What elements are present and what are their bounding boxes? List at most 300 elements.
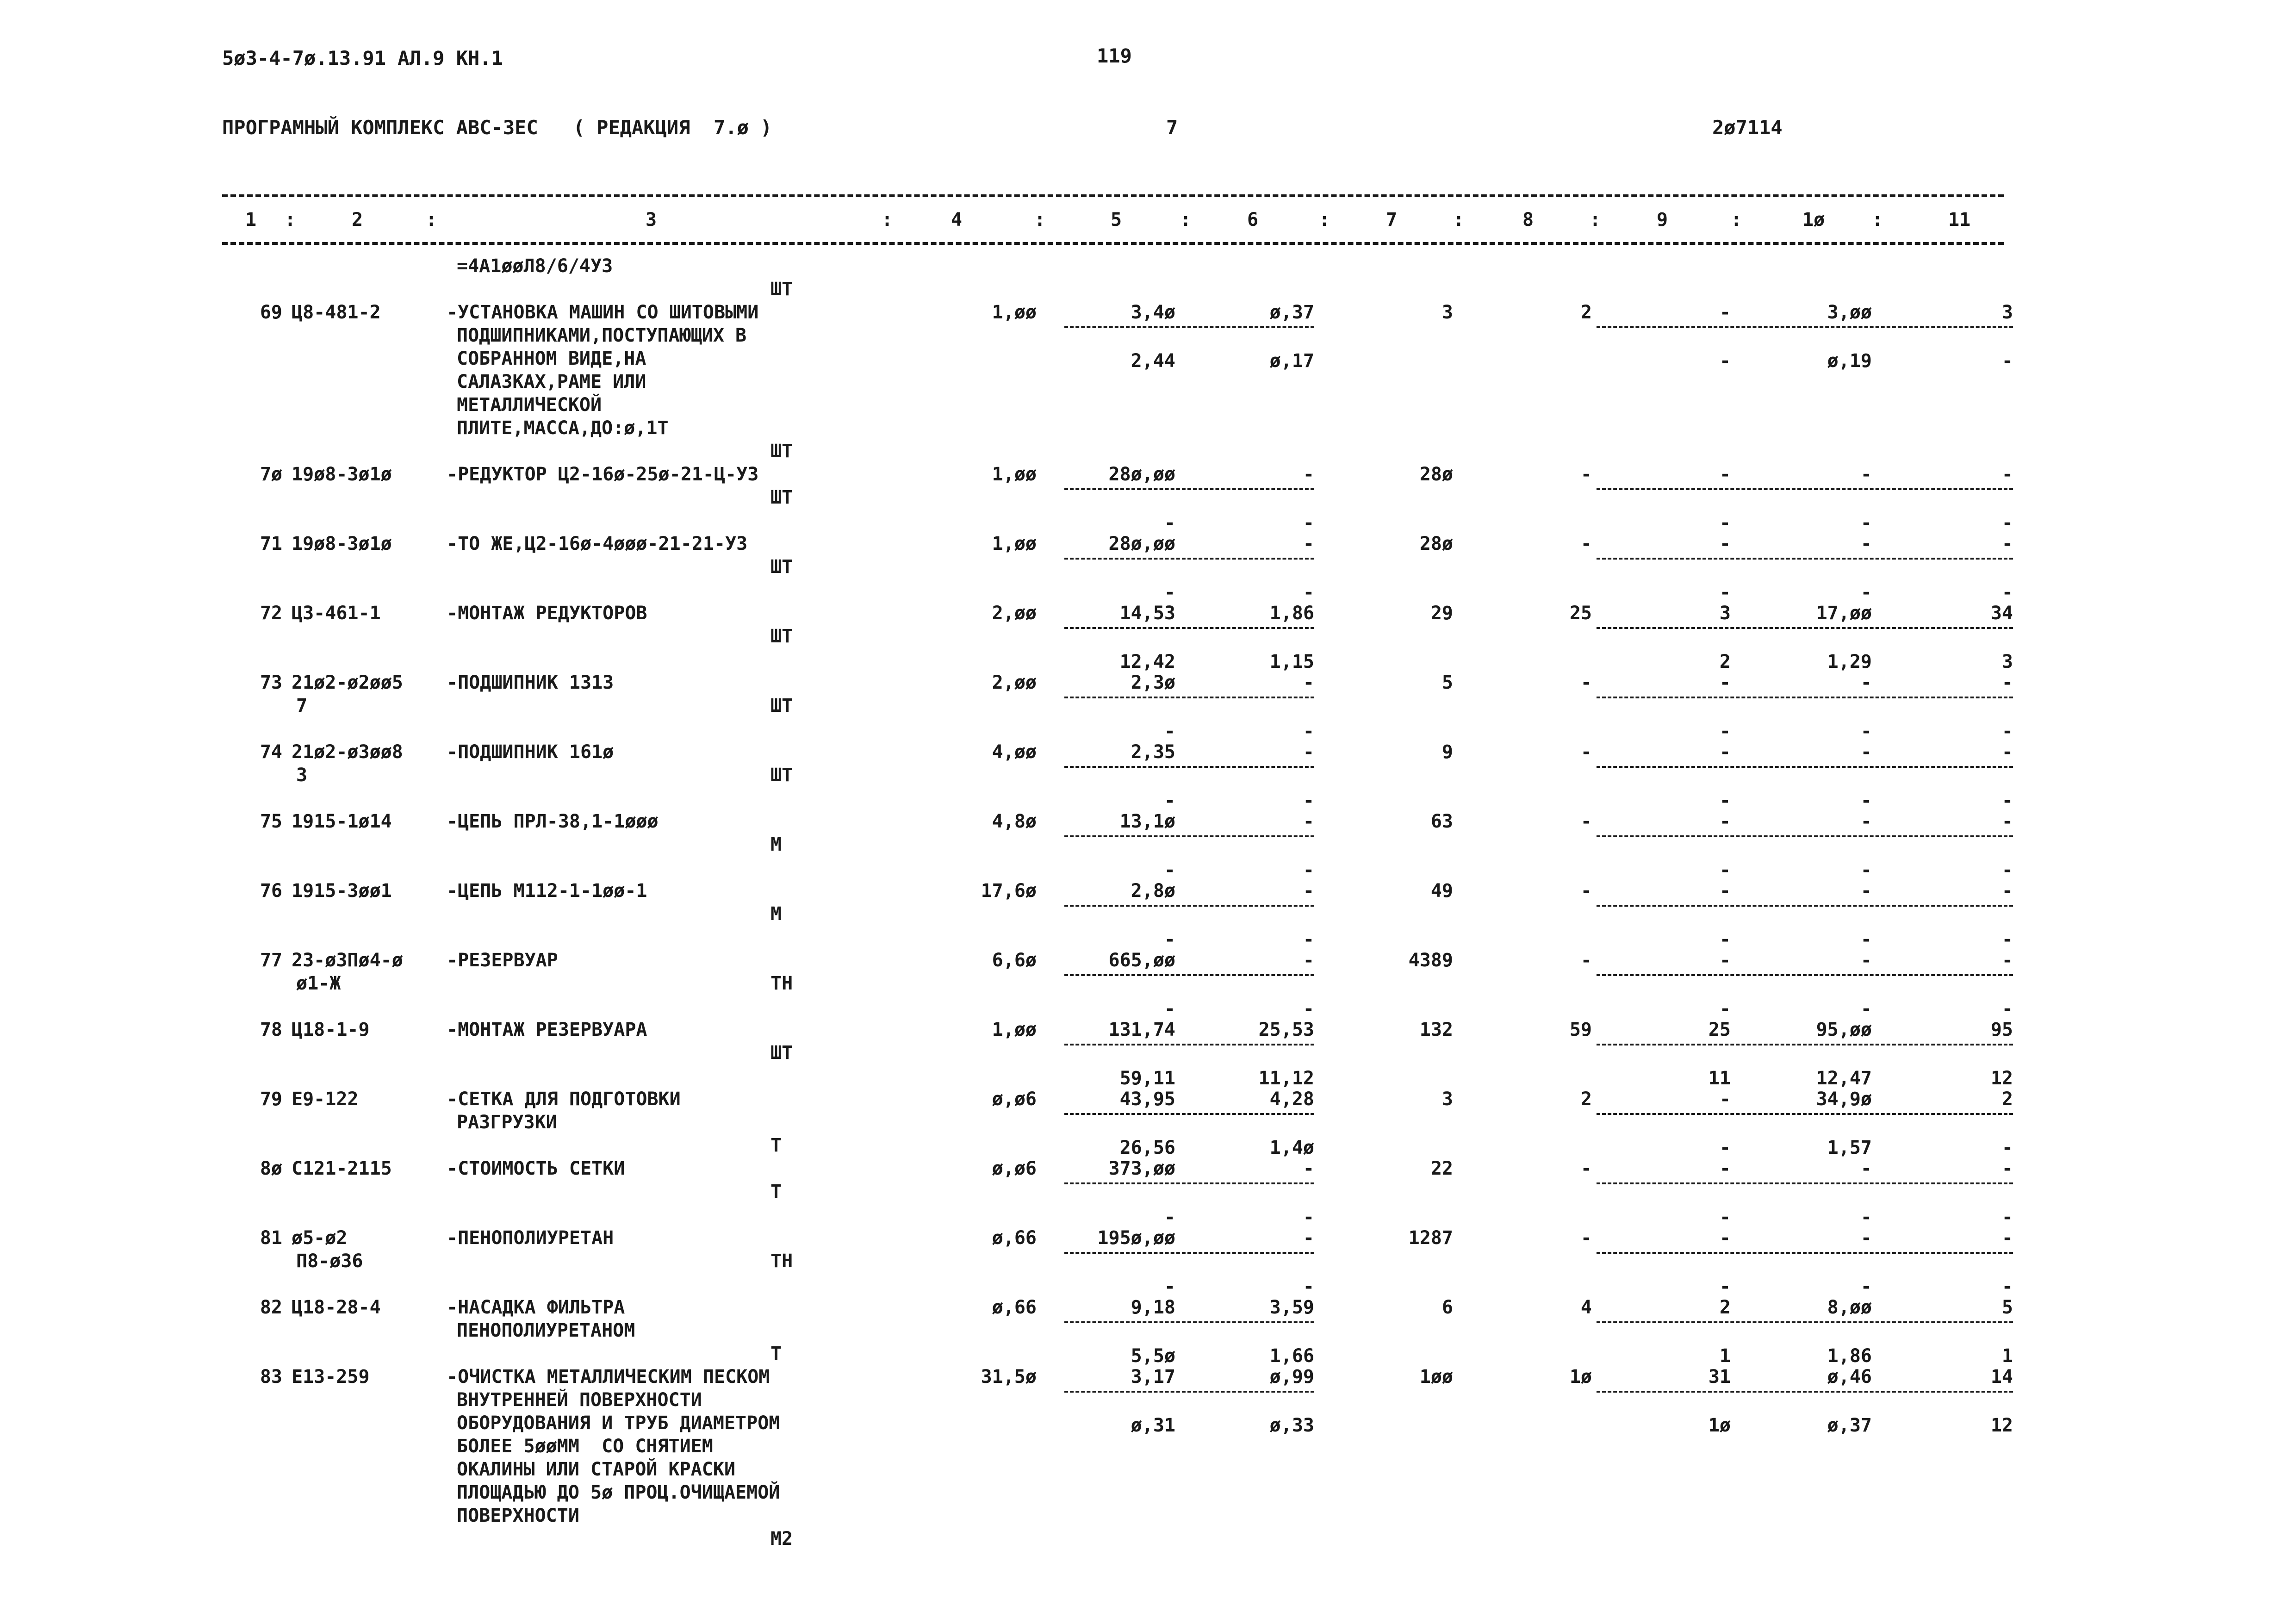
unit-of-measure: Т <box>770 1181 782 1202</box>
wage-c11: - <box>2001 998 2013 1020</box>
quantity: ø,ø6 <box>992 1089 1037 1110</box>
value-c11: - <box>2001 464 2013 485</box>
resource-code: ø5-ø2 <box>292 1227 348 1249</box>
wage-c5: - <box>1164 582 1175 603</box>
value-c11: - <box>2001 533 2013 554</box>
value-c9: - <box>1719 1158 1731 1179</box>
row-number: 79 <box>260 1089 282 1110</box>
resource-code: С121-2115 <box>292 1158 392 1179</box>
value-c8: - <box>1580 1227 1592 1249</box>
row-number: 83 <box>260 1366 282 1388</box>
column-header-1ø: 1ø <box>1802 209 1825 230</box>
value-c10: - <box>1860 811 1872 832</box>
resource-code: 19ø8-3ø1ø <box>292 464 392 485</box>
column-separator: : <box>1319 209 1330 230</box>
value-c6: 25,53 <box>1258 1019 1314 1040</box>
resource-code: Ц18-1-9 <box>292 1019 370 1040</box>
wage-c11: 12 <box>1990 1415 2013 1436</box>
value-c11: - <box>2001 811 2013 832</box>
value-c8: 2 <box>1580 1089 1592 1110</box>
wage-c9: 1 <box>1719 1345 1731 1367</box>
column-header-3: 3 <box>646 209 657 230</box>
value-c5: 665,øø <box>1108 950 1175 971</box>
wage-c9: - <box>1719 790 1731 811</box>
column-header-4: 4 <box>951 209 963 230</box>
cell-underline <box>1597 1182 2013 1184</box>
wage-c6: ø,33 <box>1269 1415 1314 1436</box>
unit-of-measure: ШТ <box>770 626 793 647</box>
wage-c5: - <box>1164 1276 1175 1297</box>
wage-c11: - <box>2001 721 2013 742</box>
value-c9: - <box>1719 811 1731 832</box>
quantity: ø,ø6 <box>992 1158 1037 1179</box>
value-c5: 195ø,øø <box>1097 1227 1175 1249</box>
value-c5: 131,74 <box>1108 1019 1175 1040</box>
unit-of-measure: ШТ <box>770 441 793 462</box>
description-line: САЛАЗКАХ,РАМЕ ИЛИ <box>457 371 646 392</box>
wage-c11: - <box>2001 790 2013 811</box>
value-c7: 9 <box>1441 741 1453 763</box>
cell-underline <box>1064 974 1314 976</box>
cell-underline <box>1597 1391 2013 1393</box>
value-c5: 3,4ø <box>1131 302 1175 323</box>
wage-c6: 1,4ø <box>1269 1137 1314 1158</box>
wage-c10: 1,57 <box>1827 1137 1872 1158</box>
value-c7: 4389 <box>1408 950 1453 971</box>
unit-of-measure: ШТ <box>770 279 793 300</box>
value-c5: 28ø,øø <box>1108 533 1175 554</box>
cell-underline <box>1597 835 2013 837</box>
value-c6: - <box>1303 1158 1314 1179</box>
wage-c6: - <box>1303 512 1314 534</box>
description-line: СОБРАННОМ ВИДЕ,НА <box>457 348 646 369</box>
wage-c5: 5,5ø <box>1131 1345 1175 1367</box>
wage-c9: 2 <box>1719 651 1731 672</box>
cell-underline <box>1064 326 1314 328</box>
cell-underline <box>1064 835 1314 837</box>
wage-c10: - <box>1860 998 1872 1020</box>
value-c8: 25 <box>1569 603 1592 624</box>
description-line: -ЦЕПЬ ПРЛ-38,1-1øøø <box>447 811 659 832</box>
program-title: ПРОГРАМНЫЙ КОМПЛЕКС АВС-3ЕС ( РЕДАКЦИЯ 7.ø ) <box>222 116 772 139</box>
column-separator: : <box>285 209 296 230</box>
wage-c9: - <box>1719 998 1731 1020</box>
unit-of-measure: ТН <box>770 973 793 994</box>
value-c10: - <box>1860 880 1872 902</box>
quantity: 2,øø <box>992 603 1037 624</box>
description-line: ПОВЕРХНОСТИ <box>457 1505 579 1526</box>
value-c9: - <box>1719 672 1731 693</box>
value-c6: - <box>1303 811 1314 832</box>
value-c11: 5 <box>2001 1297 2013 1318</box>
wage-c6: - <box>1303 721 1314 742</box>
value-c10: 3,øø <box>1827 302 1872 323</box>
value-c7: 132 <box>1419 1019 1453 1040</box>
value-c5: 3,17 <box>1131 1366 1175 1388</box>
wage-c11: - <box>2001 859 2013 881</box>
value-c10: - <box>1860 533 1872 554</box>
wage-c9: 1ø <box>1708 1415 1731 1436</box>
wage-c5: 12,42 <box>1119 651 1175 672</box>
unit-of-measure: ШТ <box>770 695 793 716</box>
quantity: 1,øø <box>992 1019 1037 1040</box>
quantity: 1,øø <box>992 464 1037 485</box>
resource-code: Е9-122 <box>292 1089 359 1110</box>
cell-underline <box>1597 766 2013 768</box>
wage-c10: - <box>1860 929 1872 950</box>
value-c7: 3 <box>1441 1089 1453 1110</box>
value-c7: 63 <box>1430 811 1453 832</box>
wage-c6: 11,12 <box>1258 1068 1314 1089</box>
description-line: -МОНТАЖ РЕЗЕРВУАРА <box>447 1019 647 1040</box>
cell-underline <box>1064 766 1314 768</box>
value-c7: 29 <box>1430 603 1453 624</box>
description-line: =4А1øøЛ8/6/4У3 <box>457 255 613 277</box>
unit-of-measure: М <box>770 903 782 925</box>
value-c5: 14,53 <box>1119 603 1175 624</box>
value-c11: - <box>2001 741 2013 763</box>
value-c10: - <box>1860 1158 1872 1179</box>
cell-underline <box>1064 697 1314 698</box>
column-header-11: 11 <box>1948 209 1971 230</box>
description-line: -СЕТКА ДЛЯ ПОДГОТОВКИ <box>447 1089 681 1110</box>
cell-underline <box>1064 1252 1314 1254</box>
resource-code-suffix: ø1-Ж <box>296 973 341 994</box>
value-c9: - <box>1719 464 1731 485</box>
value-c7: 1øø <box>1419 1366 1453 1388</box>
wage-c10: - <box>1860 582 1872 603</box>
unit-of-measure: ШТ <box>770 556 793 578</box>
value-c8: - <box>1580 1158 1592 1179</box>
description-line: -УСТАНОВКА МАШИН СО ШИТОВЫМИ <box>447 302 759 323</box>
cell-underline <box>1064 488 1314 490</box>
cell-underline <box>1597 1321 2013 1323</box>
value-c10: 34,9ø <box>1816 1089 1872 1110</box>
document-code: 5ø3-4-7ø.13.91 АЛ.9 КН.1 <box>222 47 503 69</box>
description-line: ПЛИТЕ,МАССА,ДО:ø,1Т <box>457 417 669 439</box>
wage-c5: 59,11 <box>1119 1068 1175 1089</box>
wage-c5: - <box>1164 859 1175 881</box>
cell-underline <box>1064 1113 1314 1115</box>
value-c11: - <box>2001 950 2013 971</box>
cell-underline <box>1064 1321 1314 1323</box>
wage-c5: - <box>1164 929 1175 950</box>
description-line: МЕТАЛЛИЧЕСКОЙ <box>457 394 602 416</box>
wage-c10: - <box>1860 512 1872 534</box>
unit-of-measure: Т <box>770 1135 782 1156</box>
unit-of-measure: ТН <box>770 1251 793 1272</box>
wage-c11: - <box>2001 1276 2013 1297</box>
cell-underline <box>1597 905 2013 907</box>
value-c5: 28ø,øø <box>1108 464 1175 485</box>
description-line: ПОДШИПНИКАМИ,ПОСТУПАЮЩИХ В <box>457 325 747 346</box>
wage-c5: 2,44 <box>1131 350 1175 372</box>
resource-code: 1915-3øø1 <box>292 880 392 902</box>
value-c6: 3,59 <box>1269 1297 1314 1318</box>
row-number: 78 <box>260 1019 282 1040</box>
quantity: ø,66 <box>992 1297 1037 1318</box>
value-c9: - <box>1719 741 1731 763</box>
cell-underline <box>1597 558 2013 560</box>
value-c8: - <box>1580 672 1592 693</box>
value-c11: - <box>2001 1158 2013 1179</box>
value-c6: ø,37 <box>1269 302 1314 323</box>
resource-code: Ц18-28-4 <box>292 1297 381 1318</box>
column-header-6: 6 <box>1247 209 1259 230</box>
value-c10: 8,øø <box>1827 1297 1872 1318</box>
wage-c6: - <box>1303 1276 1314 1297</box>
resource-code: 21ø2-ø3øø8 <box>292 741 403 763</box>
value-c8: - <box>1580 741 1592 763</box>
quantity: ø,66 <box>992 1227 1037 1249</box>
value-c5: 13,1ø <box>1119 811 1175 832</box>
quantity: 1,øø <box>992 533 1037 554</box>
resource-code: 23-ø3Пø4-ø <box>292 950 403 971</box>
resource-code: Ц3-461-1 <box>292 603 381 624</box>
quantity: 6,6ø <box>992 950 1037 971</box>
value-c6: - <box>1303 741 1314 763</box>
section-number: 7 <box>1166 116 1178 139</box>
unit-of-measure: М <box>770 834 782 855</box>
value-c11: 14 <box>1990 1366 2013 1388</box>
wage-c5: - <box>1164 998 1175 1020</box>
wage-c9: - <box>1719 1276 1731 1297</box>
value-c9: - <box>1719 302 1731 323</box>
wage-c5: - <box>1164 790 1175 811</box>
cell-underline <box>1064 905 1314 907</box>
value-c5: 2,8ø <box>1131 880 1175 902</box>
quantity: 17,6ø <box>981 880 1037 902</box>
unit-of-measure: Т <box>770 1343 782 1364</box>
wage-c5: ø,31 <box>1131 1415 1175 1436</box>
wage-c9: - <box>1719 350 1731 372</box>
description-line: -СТОИМОСТЬ СЕТКИ <box>447 1158 625 1179</box>
row-number: 74 <box>260 741 282 763</box>
wage-c9: - <box>1719 512 1731 534</box>
value-c11: 3 <box>2001 302 2013 323</box>
value-c5: 373,øø <box>1108 1158 1175 1179</box>
value-c11: - <box>2001 672 2013 693</box>
row-number: 77 <box>260 950 282 971</box>
value-c10: - <box>1860 741 1872 763</box>
wage-c10: - <box>1860 721 1872 742</box>
value-c10: - <box>1860 464 1872 485</box>
column-separator: : <box>1453 209 1465 230</box>
description-line: -ПОДШИПНИК 161ø <box>447 741 614 763</box>
description-line: -РЕДУКТОР Ц2-16ø-25ø-21-Ц-У3 <box>447 464 759 485</box>
resource-code: 19ø8-3ø1ø <box>292 533 392 554</box>
wage-c6: - <box>1303 998 1314 1020</box>
row-number: 75 <box>260 811 282 832</box>
wage-c9: - <box>1719 929 1731 950</box>
column-separator: : <box>1590 209 1601 230</box>
wage-c11: - <box>2001 1137 2013 1158</box>
quantity: 4,8ø <box>992 811 1037 832</box>
wage-c6: 1,15 <box>1269 651 1314 672</box>
value-c8: 59 <box>1569 1019 1592 1040</box>
value-c11: - <box>2001 880 2013 902</box>
cell-underline <box>1597 488 2013 490</box>
wage-c10: - <box>1860 790 1872 811</box>
table-top-border <box>222 194 2004 197</box>
wage-c10: - <box>1860 1276 1872 1297</box>
wage-c5: - <box>1164 721 1175 742</box>
value-c10: - <box>1860 950 1872 971</box>
row-number: 72 <box>260 603 282 624</box>
row-number: 81 <box>260 1227 282 1249</box>
value-c9: 31 <box>1708 1366 1731 1388</box>
value-c10: 95,øø <box>1816 1019 1872 1040</box>
value-c6: - <box>1303 672 1314 693</box>
cell-underline <box>1064 1391 1314 1393</box>
value-c9: 3 <box>1719 603 1731 624</box>
description-line: -ОЧИСТКА МЕТАЛЛИЧЕСКИМ ПЕСКОМ <box>447 1366 770 1388</box>
quantity: 1,øø <box>992 302 1037 323</box>
value-c11: 34 <box>1990 603 2013 624</box>
column-separator: : <box>1180 209 1192 230</box>
value-c11: 2 <box>2001 1089 2013 1110</box>
wage-c6: - <box>1303 1207 1314 1228</box>
value-c9: - <box>1719 880 1731 902</box>
value-c7: 28ø <box>1419 533 1453 554</box>
row-number: 7ø <box>260 464 282 485</box>
wage-c11: 3 <box>2001 651 2013 672</box>
cell-underline <box>1597 627 2013 629</box>
wage-c10: 1,86 <box>1827 1345 1872 1367</box>
value-c6: - <box>1303 880 1314 902</box>
description-line: -ТО ЖЕ,Ц2-16ø-4øøø-21-21-У3 <box>447 533 748 554</box>
value-c5: 2,3ø <box>1131 672 1175 693</box>
value-c6: 4,28 <box>1269 1089 1314 1110</box>
description-line: -МОНТАЖ РЕДУКТОРОВ <box>447 603 647 624</box>
cell-underline <box>1597 1252 2013 1254</box>
value-c7: 5 <box>1441 672 1453 693</box>
description-line: -РЕЗЕРВУАР <box>447 950 558 971</box>
cell-underline <box>1064 558 1314 560</box>
wage-c9: - <box>1719 582 1731 603</box>
cell-underline <box>1597 697 2013 698</box>
wage-c10: 12,47 <box>1816 1068 1872 1089</box>
page-number: 119 <box>1097 44 1132 67</box>
value-c10: ø,46 <box>1827 1366 1872 1388</box>
wage-c11: - <box>2001 1207 2013 1228</box>
wage-c9: - <box>1719 1137 1731 1158</box>
column-header-7: 7 <box>1386 209 1398 230</box>
column-header-2: 2 <box>352 209 363 230</box>
column-header-9: 9 <box>1657 209 1668 230</box>
value-c5: 43,95 <box>1119 1089 1175 1110</box>
value-c6: - <box>1303 464 1314 485</box>
description-line: ВНУТРЕННЕЙ ПОВЕРХНОСТИ <box>457 1389 702 1411</box>
value-c9: - <box>1719 1089 1731 1110</box>
value-c7: 1287 <box>1408 1227 1453 1249</box>
wage-c9: 11 <box>1708 1068 1731 1089</box>
wage-c6: - <box>1303 790 1314 811</box>
description-line: ПЕНОПОЛИУРЕТАНОМ <box>457 1320 635 1341</box>
value-c8: - <box>1580 880 1592 902</box>
resource-code-suffix: 7 <box>296 695 308 716</box>
value-c6: - <box>1303 533 1314 554</box>
value-c6: - <box>1303 1227 1314 1249</box>
value-c8: - <box>1580 464 1592 485</box>
value-c6: - <box>1303 950 1314 971</box>
cell-underline <box>1064 1182 1314 1184</box>
column-header-1: 1 <box>245 209 257 230</box>
row-number: 82 <box>260 1297 282 1318</box>
value-c9: 25 <box>1708 1019 1731 1040</box>
value-c9: - <box>1719 950 1731 971</box>
wage-c10: ø,37 <box>1827 1415 1872 1436</box>
value-c11: - <box>2001 1227 2013 1249</box>
wage-c11: - <box>2001 350 2013 372</box>
wage-c6: ø,17 <box>1269 350 1314 372</box>
row-number: 69 <box>260 302 282 323</box>
description-line: -ЦЕПЬ М112-1-1øø-1 <box>447 880 647 902</box>
cell-underline <box>1597 1044 2013 1045</box>
value-c5: 9,18 <box>1131 1297 1175 1318</box>
wage-c6: 1,66 <box>1269 1345 1314 1367</box>
cell-underline <box>1597 1113 2013 1115</box>
value-c6: ø,99 <box>1269 1366 1314 1388</box>
wage-c9: - <box>1719 859 1731 881</box>
description-line: ПЛОЩАДЬЮ ДО 5ø ПРОЦ.ОЧИЩАЕМОЙ <box>457 1482 780 1503</box>
value-c8: 1ø <box>1569 1366 1592 1388</box>
object-code: 2ø7114 <box>1712 116 1783 139</box>
row-number: 73 <box>260 672 282 693</box>
quantity: 31,5ø <box>981 1366 1037 1388</box>
description-line: РАЗГРУЗКИ <box>457 1112 557 1133</box>
wage-c5: - <box>1164 1207 1175 1228</box>
unit-of-measure: ШТ <box>770 765 793 786</box>
value-c8: - <box>1580 811 1592 832</box>
column-header-8: 8 <box>1522 209 1534 230</box>
column-separator: : <box>882 209 893 230</box>
row-number: 8ø <box>260 1158 282 1179</box>
description-line: БОЛЕЕ 5øøММ СО СНЯТИЕМ <box>457 1436 713 1457</box>
value-c7: 22 <box>1430 1158 1453 1179</box>
value-c8: - <box>1580 950 1592 971</box>
description-line: ОБОРУДОВАНИЯ И ТРУБ ДИАМЕТРОМ <box>457 1412 780 1434</box>
description-line: ОКАЛИНЫ ИЛИ СТАРОЙ КРАСКИ <box>457 1459 736 1480</box>
wage-c10: 1,29 <box>1827 651 1872 672</box>
cell-underline <box>1064 1044 1314 1045</box>
value-c10: - <box>1860 1227 1872 1249</box>
value-c7: 3 <box>1441 302 1453 323</box>
resource-code: Е13-259 <box>292 1366 370 1388</box>
table-header-border <box>222 242 2004 245</box>
wage-c5: 26,56 <box>1119 1137 1175 1158</box>
resource-code-suffix: П8-ø36 <box>296 1251 363 1272</box>
wage-c10: ø,19 <box>1827 350 1872 372</box>
description-line: -НАСАДКА ФИЛЬТРА <box>447 1297 625 1318</box>
value-c7: 28ø <box>1419 464 1453 485</box>
wage-c6: - <box>1303 929 1314 950</box>
wage-c10: - <box>1860 859 1872 881</box>
column-separator: : <box>426 209 437 230</box>
row-number: 71 <box>260 533 282 554</box>
column-header-5: 5 <box>1111 209 1122 230</box>
value-c5: 2,35 <box>1131 741 1175 763</box>
description-line: -ПЕНОПОЛИУРЕТАН <box>447 1227 614 1249</box>
quantity: 2,øø <box>992 672 1037 693</box>
unit-of-measure: ШТ <box>770 1042 793 1064</box>
resource-code: 1915-1ø14 <box>292 811 392 832</box>
row-number: 76 <box>260 880 282 902</box>
value-c11: 95 <box>1990 1019 2013 1040</box>
value-c9: 2 <box>1719 1297 1731 1318</box>
resource-code: Ц8-481-2 <box>292 302 381 323</box>
wage-c11: - <box>2001 582 2013 603</box>
